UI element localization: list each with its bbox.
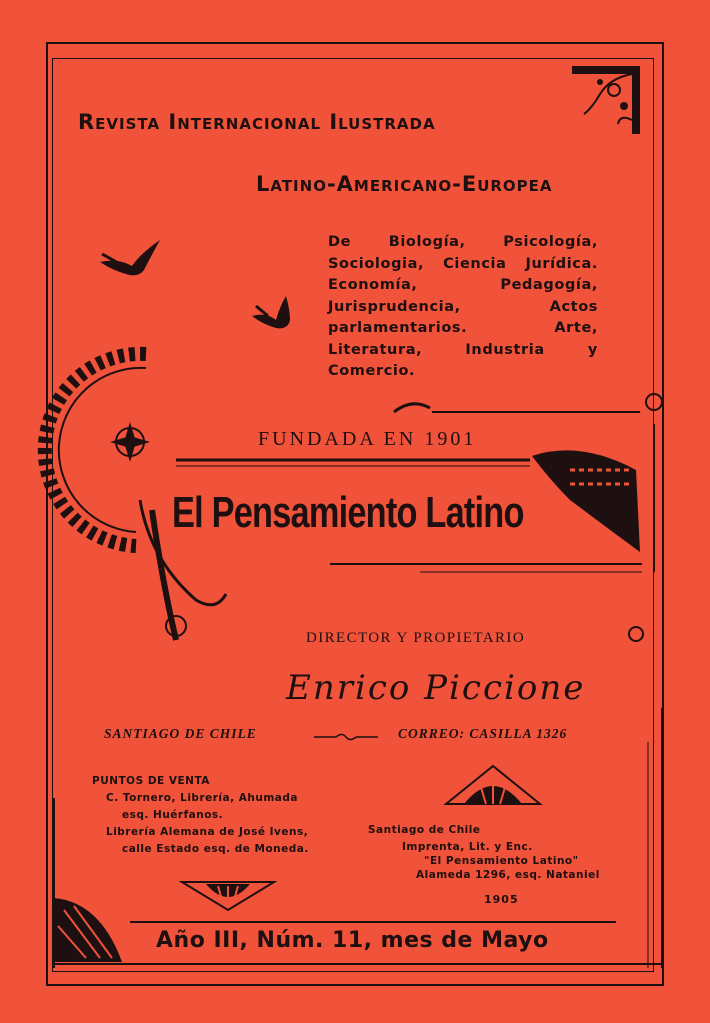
corner-ornament-top — [570, 64, 642, 136]
magazine-subtitle: Revista Internacional Ilustrada — [78, 110, 436, 134]
city: SANTIAGO DE CHILE — [104, 726, 257, 741]
sales-point-line: esq. Huérfanos. — [122, 809, 224, 821]
postal-box: CORREO: CASILLA 1326 — [398, 726, 568, 741]
swallow-icon — [250, 294, 296, 334]
fan-ornament — [180, 880, 276, 912]
editor-name: Enrico Piccione — [286, 668, 586, 708]
sales-point-line: C. Tornero, Librería, Ahumada — [106, 792, 298, 804]
sales-point-line: calle Estado esq. de Moneda. — [122, 843, 309, 855]
founded-year: FUNDADA EN 1901 — [258, 428, 477, 450]
director-label: DIRECTOR Y PROPIETARIO — [306, 630, 526, 646]
printer-line: "El Pensamiento Latino" — [424, 855, 579, 867]
swallow-icon — [98, 236, 164, 280]
fan-ornament — [444, 764, 542, 806]
masthead-title: El Pensamiento Latino — [172, 488, 524, 537]
sales-point-line: Librería Alemana de José Ivens, — [106, 826, 309, 838]
printer-line: Santiago de Chile — [368, 824, 481, 836]
printer-line: Alameda 1296, esq. Nataniel — [416, 869, 600, 881]
issue-number: Año III, Núm. 11, mes de Mayo — [156, 928, 549, 953]
sales-points-heading: PUNTOS DE VENTA — [92, 775, 210, 787]
publication-year: 1905 — [484, 893, 519, 906]
subjects-list: De Biología, Psicología, Sociologia, Ciencia Jurídica. Economía, Pedagogía, Jurisprudencia, Actos parlamentarios. Arte, Literatura, Industria y Comercio. — [328, 234, 598, 379]
printer-line: Imprenta, Lit. y Enc. — [402, 841, 533, 853]
magazine-region: Latino-Americano-Europea — [256, 172, 553, 196]
